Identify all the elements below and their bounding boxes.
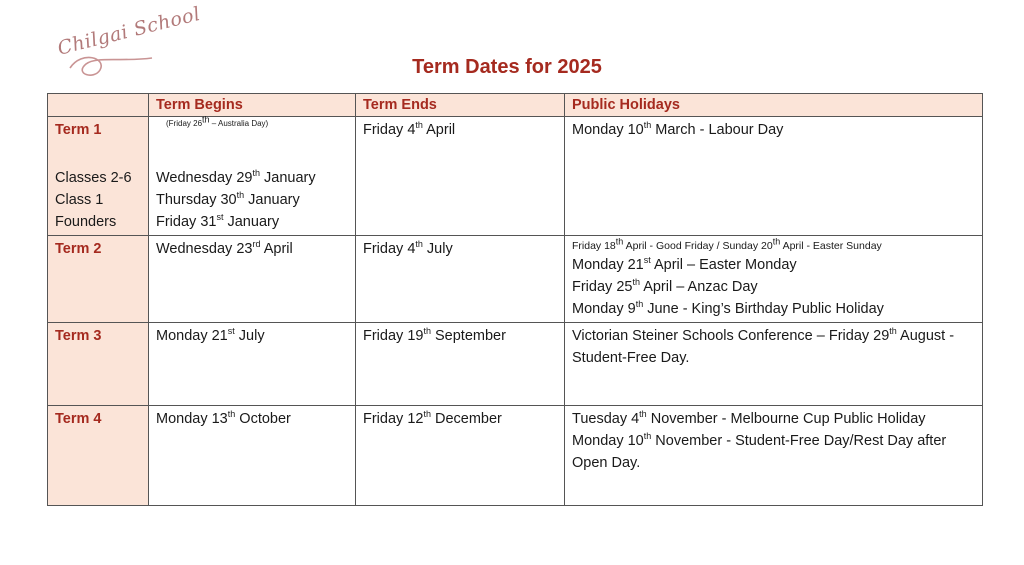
term-label: Term 3 — [55, 328, 102, 344]
term-1-ends-cell — [356, 117, 565, 236]
end-date: Friday 12th December — [363, 409, 502, 427]
term-1-holidays-cell — [565, 117, 983, 236]
header-term — [48, 94, 149, 117]
header-term-begins: Term Begins — [149, 94, 356, 117]
table-row-term-2 — [48, 236, 983, 323]
begin-date: Wednesday 29th January — [156, 168, 316, 186]
term-1-cell — [48, 117, 149, 236]
term-label: Term 4 — [55, 411, 102, 427]
holiday-line: Victorian Steiner Schools Conference – Friday 29th August - Student-Free Day. — [572, 326, 955, 366]
table-header-row — [48, 94, 983, 117]
term-label: Term 2 — [55, 241, 102, 257]
table-row-term-1 — [48, 117, 983, 236]
term-4-begins-cell — [149, 406, 356, 506]
term-4-cell — [48, 406, 149, 506]
holiday-line: Monday 21st April – Easter Monday — [572, 255, 797, 273]
term-2-cell — [48, 236, 149, 323]
page-title: Term Dates for 2025 — [412, 56, 602, 78]
group-label: Classes 2-6 — [55, 170, 132, 186]
logo-text: Chilgai School — [55, 2, 203, 60]
begin-date: Monday 13th October — [156, 409, 291, 427]
term-3-begins-cell — [149, 323, 356, 406]
end-date: Friday 19th September — [363, 326, 506, 344]
australia-day-note: (Friday 26th – Australia Day) — [166, 114, 269, 128]
holiday-line: Monday 10th November - Student-Free Day/Rest Day after Open Day. — [572, 431, 947, 471]
holiday-line: Tuesday 4th November - Melbourne Cup Public Holiday — [572, 409, 926, 427]
holiday-line: Monday 9th June - King’s Birthday Public Holiday — [572, 299, 884, 317]
end-date: Friday 4th July — [363, 239, 453, 257]
term-3-ends-cell — [356, 323, 565, 406]
table-row-term-3 — [48, 323, 983, 406]
term-4-holidays-cell — [565, 406, 983, 506]
begin-date: Thursday 30th January — [156, 190, 300, 208]
begin-date: Wednesday 23rd April — [156, 239, 293, 257]
term-3-cell — [48, 323, 149, 406]
term-dates-table — [47, 93, 983, 506]
end-date: Friday 4th April — [363, 120, 456, 138]
term-label: Term 1 — [55, 122, 102, 138]
header-term-ends: Term Ends — [356, 94, 565, 117]
holiday-line: Friday 25th April – Anzac Day — [572, 277, 758, 295]
term-1-begins-cell — [149, 114, 356, 236]
term-3-holidays-cell — [565, 323, 983, 406]
term-2-holidays-cell — [565, 236, 983, 323]
begin-date: Friday 31st January — [156, 212, 280, 230]
term-2-ends-cell — [356, 236, 565, 323]
table-row-term-4 — [48, 406, 983, 506]
header-public-holidays: Public Holidays — [565, 94, 983, 117]
group-label: Founders — [55, 214, 117, 230]
term-4-ends-cell — [356, 406, 565, 506]
begin-date: Monday 21st July — [156, 326, 265, 344]
easter-note: Friday 18th April - Good Friday / Sunday 20th April - Easter Sunday — [572, 236, 882, 252]
term-2-begins-cell — [149, 236, 356, 323]
holiday-line: Monday 10th March - Labour Day — [572, 120, 784, 138]
group-label: Class 1 — [55, 192, 104, 208]
